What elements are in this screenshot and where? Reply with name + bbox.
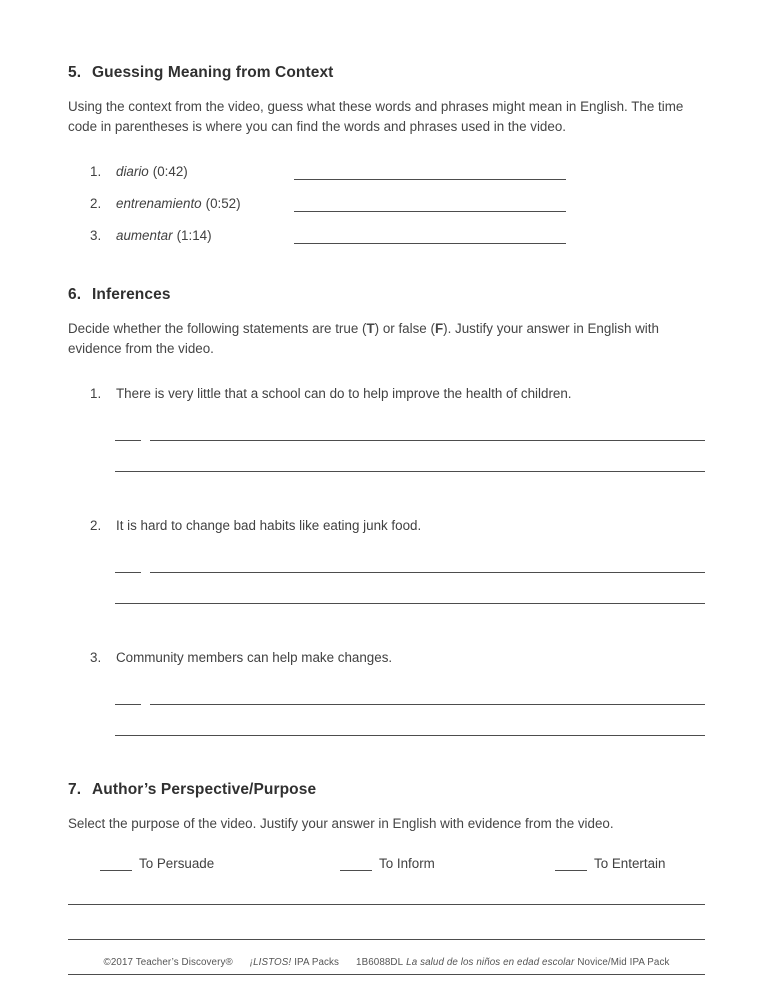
time-code: (0:42) — [152, 164, 188, 179]
inference-item — [68, 385, 705, 472]
item-number: 3. — [90, 650, 102, 665]
false-letter: F — [434, 321, 444, 336]
vocab-item — [90, 163, 705, 180]
inference-item — [68, 649, 705, 736]
section-authors-purpose — [68, 781, 705, 975]
footer-brand-rest: IPA Packs — [294, 957, 340, 968]
section5-title: Guessing Meaning from Context — [92, 64, 334, 81]
section6-number: 6. — [68, 286, 82, 303]
page-footer — [0, 957, 773, 968]
vocab-word: diario — [116, 164, 149, 179]
statement-text: Community members can help make changes. — [116, 650, 393, 665]
justification-line — [68, 903, 705, 905]
answer-blank — [294, 164, 566, 180]
tf-blank — [115, 439, 141, 441]
option-to-entertain — [555, 856, 665, 871]
option-to-inform — [340, 856, 555, 871]
vocab-word-wrap — [116, 195, 294, 212]
time-code: (0:52) — [205, 196, 241, 211]
vocab-item — [90, 227, 705, 244]
item-number: 3. — [90, 228, 102, 243]
checkbox-blank — [340, 857, 372, 871]
inference-statement — [90, 649, 705, 667]
tf-blank — [115, 571, 141, 573]
section-inferences — [68, 286, 705, 736]
footer-product-code: 1B6088DL — [356, 957, 404, 968]
option-label: To Inform — [379, 856, 435, 871]
tf-blank — [115, 703, 141, 705]
inference-statement — [90, 385, 705, 403]
item-number: 2. — [90, 518, 102, 533]
justification-line — [115, 602, 705, 604]
section7-heading — [68, 781, 705, 799]
statement-text: There is very little that a school can do to help improve the health of children. — [116, 386, 572, 401]
time-code: (1:14) — [176, 228, 212, 243]
footer-brand-name: ¡LISTOS! — [249, 957, 292, 968]
true-letter: T — [366, 321, 375, 336]
justification-line — [150, 571, 705, 573]
vocab-item — [90, 195, 705, 212]
inference-statement — [90, 517, 705, 535]
justification-line — [115, 734, 705, 736]
footer-brand — [250, 957, 339, 968]
justification-line — [115, 470, 705, 472]
inference-item — [68, 517, 705, 604]
section5-instructions: Using the context from the video, guess what these words and phrases might mean in English. The time code in parentheses is where you can find the words and phrases used in the video. — [68, 99, 684, 134]
item-number: 2. — [90, 196, 102, 211]
checkbox-blank — [555, 857, 587, 871]
vocab-list — [68, 163, 705, 244]
option-label: To Persuade — [139, 856, 215, 871]
section6-heading — [68, 286, 705, 304]
instructions-text: Decide whether the following statements are true ( — [68, 321, 367, 336]
checkbox-blank — [100, 857, 132, 871]
instructions-text: ) or false ( — [374, 321, 435, 336]
footer-product-suffix: Novice/Mid IPA Pack — [577, 957, 670, 968]
option-to-persuade — [100, 856, 340, 871]
purpose-options-row — [100, 856, 705, 871]
tf-answer-row — [115, 703, 705, 705]
tf-answer-row — [115, 439, 705, 441]
statement-text: It is hard to change bad habits like eating junk food. — [116, 518, 422, 533]
vocab-word: aumentar — [116, 228, 173, 243]
section7-number: 7. — [68, 781, 82, 798]
section-guessing-meaning — [68, 64, 705, 244]
vocab-word-wrap — [116, 163, 294, 180]
option-label: To Entertain — [594, 856, 666, 871]
instructions-text: ). Justify your answer in English with evidence from the video. — [68, 321, 659, 356]
section6-title: Inferences — [92, 286, 171, 303]
section5-heading — [68, 64, 705, 82]
section5-number: 5. — [68, 64, 82, 81]
justification-line — [68, 973, 705, 975]
tf-answer-row — [115, 571, 705, 573]
item-number: 1. — [90, 164, 102, 179]
inference-list — [68, 385, 705, 736]
footer-product — [356, 957, 669, 968]
vocab-word: entrenamiento — [116, 196, 202, 211]
section7-title: Author’s Perspective/Purpose — [92, 781, 317, 798]
answer-blank — [294, 196, 566, 212]
section7-instructions: Select the purpose of the video. Justify your answer in English with evidence from the video. — [68, 816, 614, 831]
vocab-word-wrap — [116, 227, 294, 244]
footer-copyright: ©2017 Teacher’s Discovery® — [103, 957, 233, 968]
justification-line — [150, 703, 705, 705]
item-number: 1. — [90, 386, 102, 401]
answer-blank — [294, 228, 566, 244]
section6-instructions — [68, 319, 705, 359]
justification-line — [68, 938, 705, 940]
footer-product-title: La salud de los niños en edad escolar — [406, 957, 575, 968]
justification-line — [150, 439, 705, 441]
